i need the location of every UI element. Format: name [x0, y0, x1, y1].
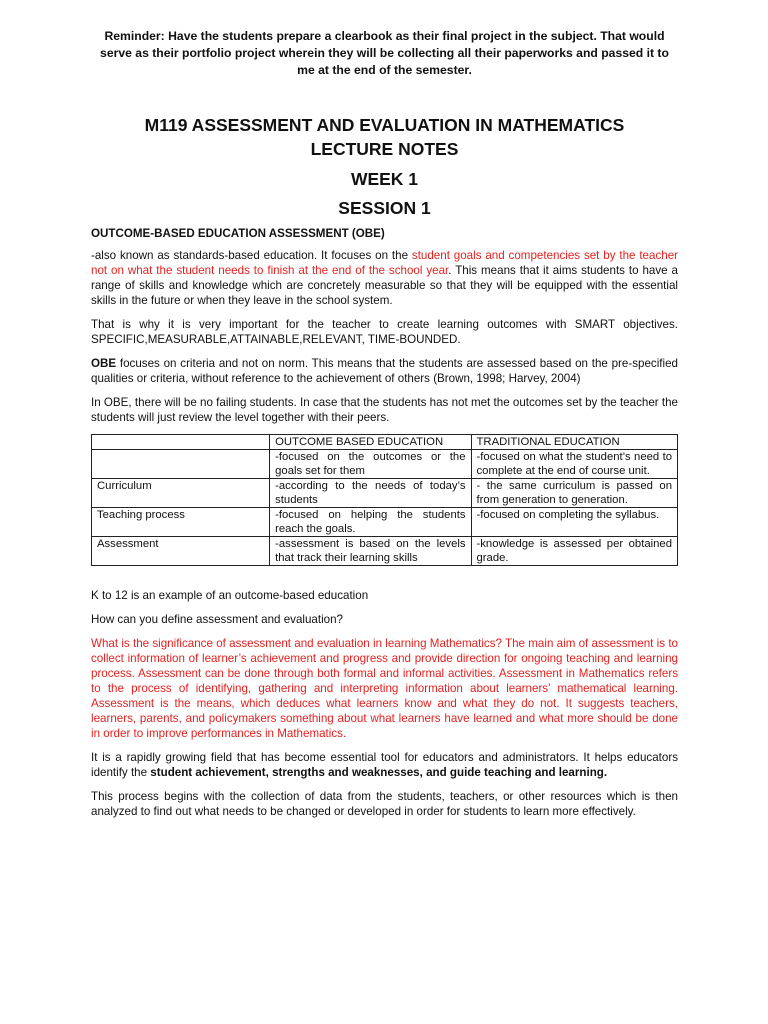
table-header-cell	[92, 435, 270, 450]
table-cell: - the same curriculum is passed on from generation to generation.	[471, 479, 677, 508]
paragraph-growing-field: It is a rapidly growing field that has become essential tool for educators and administrators. It helps educators identify the student achievement, strengths and weaknesses, and guide teaching and learning.	[91, 751, 678, 779]
paragraph-no-failing: In OBE, there will be no failing students. In case that the students has not met the outcomes set by the teacher the students will just review the level together with their peers.	[91, 396, 678, 424]
paragraph-significance: What is the significance of assessment and evaluation in learning Mathematics? The main aim of assessment is to collect information of learner’s achievement and progress and provide direction for ongoing teaching and learning process. Assessment can be done through both formal and informal activities. Assessment in Mathematics refers to the process of identifying, gathering and interpreting information about learners’ mathematical learning. Assessment is the means, which deduces what learners know and what they do not. It suggests teachers, learners, parents, and policymakers something about what learners have learned and what more should be done in order to improve performances in Mathematics.	[91, 637, 678, 740]
title-line-1: M119 ASSESSMENT AND EVALUATION IN MATHEMATICS	[144, 115, 625, 135]
table-header-row	[92, 435, 678, 450]
reminder-note: Reminder: Have the students prepare a clearbook as their final project in the subject. That would serve as their portfolio project wherein they will be collecting all their paperworks and passed it to me at the end of the semester.	[100, 29, 669, 77]
paragraph-process: This process begins with the collection of data from the students, teachers, or other resources which is then analyzed to find out what needs to be changed or developed in order for students to learn more effectively.	[91, 790, 678, 818]
paragraph-k12: K to 12 is an example of an outcome-based education	[91, 589, 369, 602]
section-heading: OUTCOME-BASED EDUCATION ASSESSMENT (OBE)	[91, 227, 385, 240]
highlighted-text: student goals and competencies set by the teacher not on what the student needs to finish at the end of the school year	[91, 249, 679, 277]
table-cell: -focused on what the student’s need to complete at the end of course unit.	[471, 450, 677, 479]
table-row	[92, 479, 678, 508]
paragraph-obe-criteria: OBE focuses on criteria and not on norm. This means that the students are assessed based on the pre-specified qualities or criteria, without reference to the achievement of others (Brown, 1998; Harvey, 2004)	[91, 357, 678, 385]
table-cell: -focused on the outcomes or the goals set for them	[270, 450, 471, 479]
table-header-cell: OUTCOME BASED EDUCATION	[270, 435, 471, 450]
title-line-2: LECTURE NOTES	[310, 139, 459, 159]
paragraph-obe-definition: -also known as standards-based education. It focuses on the student goals and competencies set by the teacher not on what the student needs to finish at the end of the school year. This means that it aims students to have a range of skills and knowledge which are concretely measurable so that they will be equipped with the essential skills in the future or when they leave in the school system.	[91, 249, 679, 307]
paragraph-question: How can you define assessment and evaluation?	[91, 613, 343, 626]
table-cell: Teaching process	[92, 508, 270, 537]
week-heading: WEEK 1	[350, 169, 419, 189]
document-title	[91, 113, 678, 161]
table-cell: -focused on helping the students reach the goals.	[270, 508, 471, 537]
paragraph-smart: That is why it is very important for the teacher to create learning outcomes with SMART objectives. SPECIFIC,MEASURABLE,ATTAINABLE,RELEVANT, TIME-BOUNDED.	[91, 318, 678, 346]
table-cell: -assessment is based on the levels that track their learning skills	[270, 537, 471, 566]
table-cell: -knowledge is assessed per obtained grade.	[471, 537, 677, 566]
table-cell	[92, 450, 270, 479]
table-cell: Assessment	[92, 537, 270, 566]
table-header-cell: TRADITIONAL EDUCATION	[471, 435, 677, 450]
session-heading: SESSION 1	[338, 198, 431, 218]
table-row	[92, 508, 678, 537]
comparison-table	[91, 434, 678, 566]
table-cell: -focused on completing the syllabus.	[471, 508, 677, 537]
table-row	[92, 450, 678, 479]
table-cell: -according to the needs of today’s students	[270, 479, 471, 508]
table-row	[92, 537, 678, 566]
table-cell: Curriculum	[92, 479, 270, 508]
